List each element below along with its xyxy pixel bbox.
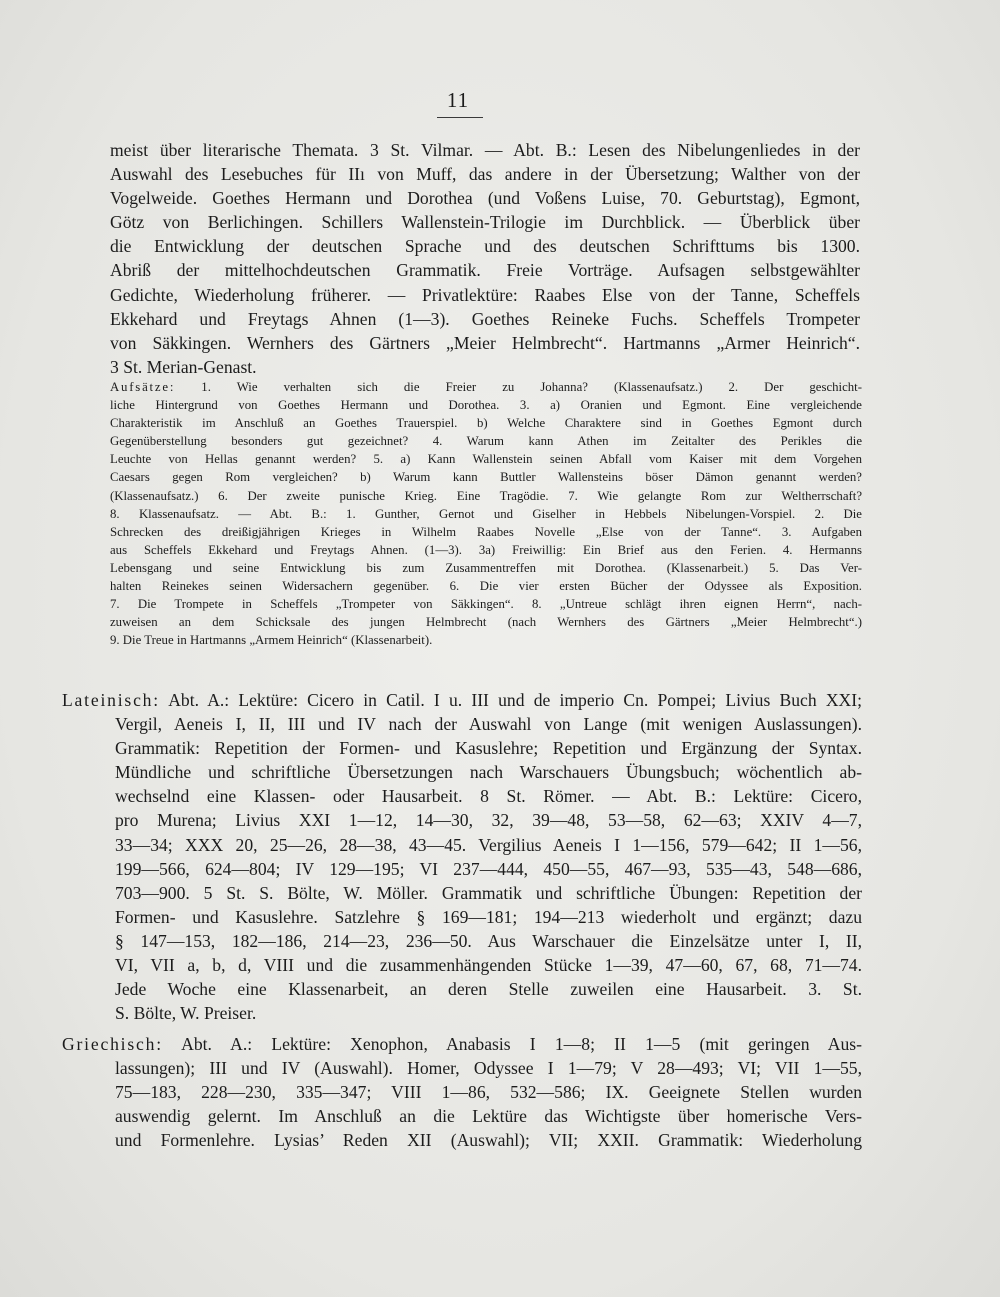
text-line: 33—34; XXX 20, 25—26, 28—38, 43—45. Vergilius Aeneis I 1—156, 579—642; II 1—56,	[115, 834, 862, 855]
text-line-content: 1. Wie verhalten sich die Freier zu Johanna? (Klassenaufsatz.) 2. Der geschicht-	[201, 380, 862, 394]
text-line: die Entwicklung der deutschen Sprache und des deutschen Schrifttums bis 1300.	[110, 236, 860, 257]
text-line: aus Scheffels Ekkehard und Freytags Ahnen. (1—3). 3a) Freiwillig: Ein Brief aus den Ferien. 4. Hermanns	[110, 542, 862, 557]
page-number: 11	[446, 88, 470, 112]
text-line: Lebensgang und seine Entwicklung bis zum Zusammentreffen mit Dorothea. (Klassenarbeit.) 5. Das Ver-	[110, 560, 862, 575]
aufsaetze-label: Aufsätze:	[110, 380, 176, 394]
text-line: 703—900. 5 St. S. Bölte, W. Möller. Grammatik und schriftliche Übungen: Repetition der	[115, 882, 862, 903]
text-line: Vergil, Aeneis I, II, III und IV nach der Auswahl von Lange (mit wenigen Auslassungen).	[115, 714, 862, 735]
text-line: Schrecken des dreißigjährigen Krieges in Wilhelm Raabes Novelle „Else von der Tanne“. 3. Aufgaben	[110, 524, 862, 539]
text-line: Götz von Berlichingen. Schillers Wallenstein-Trilogie im Durchblick. — Überblick über	[110, 212, 860, 233]
text-line: 8. Klassenaufsatz. — Abt. B.: 1. Gunther, Gernot und Giselher in Hebbels Nibelungen-Vorspiel. 2. Die	[110, 506, 862, 521]
text-line	[62, 1032, 862, 1056]
lateinisch-label: Lateinisch:	[62, 690, 160, 710]
text-line: und Formenlehre. Lysias’ Reden XII (Auswahl); VII; XXII. Grammatik: Wiederholung	[115, 1130, 862, 1151]
text-line: Gegenüberstellung besonders gut gezeichnet? 4. Warum kann Athen im Zeitalter des Perikles die	[110, 434, 862, 449]
text-line: Ekkehard und Freytags Ahnen (1—3). Goethes Reineke Fuchs. Scheffels Trompeter	[110, 308, 860, 329]
text-line	[62, 688, 862, 712]
text-line: wechselnd eine Klassen- oder Hausarbeit. 8 St. Römer. — Abt. B.: Lektüre: Cicero,	[115, 786, 862, 807]
text-line-content: Abt. A.: Lektüre: Cicero in Catil. I u. III und de imperio Cn. Pompei; Livius Buch XXI;	[168, 690, 862, 710]
text-line: Vogelweide. Goethes Hermann und Dorothea (und Voßens Luise, 70. Geburtstag), Egmont,	[110, 188, 860, 209]
text-line: 75—183, 228—230, 335—347; VIII 1—86, 532—586; IX. Geeignete Stellen wurden	[115, 1082, 862, 1103]
text-line: halten Reinekes seinen Widersachern gegenüber. 6. Die vier ersten Bücher der Odyssee als Exposition.	[110, 579, 862, 594]
text-line: 9. Die Treue in Hartmanns „Armem Heinrich“ (Klassenarbeit).	[110, 633, 433, 648]
text-line: Charakteristik im Anschluß an Goethes Trauerspiel. b) Welche Charaktere sind in Goethes Egmont durch	[110, 416, 862, 431]
lateinisch-section	[62, 688, 862, 1025]
text-line: von Säkkingen. Wernhers des Gärtners „Meier Helmbrecht“. Hartmanns „Armer Heinrich“.	[110, 332, 860, 353]
text-line: (Klassenaufsatz.) 6. Der zweite punische Krieg. Eine Tragödie. 7. Wie gelangte Rom zur Weltherrschaft?	[110, 488, 862, 503]
text-line: 7. Die Trompete in Scheffels „Trompeter von Säkkingen“. 8. „Untreue schlägt ihren eignen Herrn“, nach-	[110, 597, 862, 612]
text-line: liche Hintergrund von Goethes Hermann und Dorothea. 3. a) Oranien und Egmont. Eine vergleichende	[110, 398, 862, 413]
deutsch-paragraph	[110, 138, 860, 379]
text-line: auswendig gelernt. Im Anschluß an die Lektüre das Wichtigste über homerische Vers-	[115, 1106, 862, 1127]
text-line: Leuchte von Hellas genannt werden? 5. a) Kann Wallenstein seinen Abfall vom Kaiser mit dem Vorgehen	[110, 452, 862, 467]
griechisch-label: Griechisch:	[62, 1034, 163, 1054]
text-line: 199—566, 624—804; IV 129—195; VI 237—444, 450—55, 467—93, 535—43, 548—686,	[115, 858, 862, 879]
page-number-rule	[437, 117, 483, 118]
aufsaetze-paragraph	[110, 378, 862, 649]
text-line: zuweisen an dem Schicksale des jungen Helmbrecht (nach Wernhers des Gärtners „Meier Helmbrecht“.)	[110, 615, 862, 630]
text-line: VI, VII a, b, d, VIII und die zusammenhängenden Stücke 1—39, 47—60, 67, 68, 71—74.	[115, 955, 862, 976]
text-line: pro Murena; Livius XXI 1—12, 14—30, 32, 39—48, 53—58, 62—63; XXIV 4—7,	[115, 810, 862, 831]
griechisch-section	[62, 1032, 862, 1152]
text-line: Grammatik: Repetition der Formen- und Kasuslehre; Repetition und Ergänzung der Syntax.	[115, 738, 862, 759]
text-line: § 147—153, 182—186, 214—23, 236—50. Aus Warschauer die Einzelsätze unter I, II,	[115, 930, 862, 951]
text-line	[110, 378, 862, 396]
text-line: Gedichte, Wiederholung früherer. — Privatlektüre: Raabes Else von der Tanne, Scheffels	[110, 284, 860, 305]
text-line: S. Bölte, W. Preiser.	[115, 1003, 257, 1024]
text-line: Mündliche und schriftliche Übersetzungen nach Warschauers Übungsbuch; wöchentlich ab-	[115, 762, 862, 783]
text-line: Formen- und Kasuslehre. Satzlehre § 169—181; 194—213 wiederholt und ergänzt; dazu	[115, 906, 862, 927]
text-line: Auswahl des Lesebuches für IIı von Muff, das andere in der Übersetzung; Walther von der	[110, 164, 860, 185]
text-line: Caesars gegen Rom vergleichen? b) Warum kann Buttler Wallensteins böser Dämon genannt werden?	[110, 470, 862, 485]
text-line: Jede Woche eine Klassenarbeit, an deren Stelle zuweilen eine Hausarbeit. 3. St.	[115, 979, 862, 1000]
text-line: Abriß der mittelhochdeutschen Grammatik. Freie Vorträge. Aufsagen selbstgewählter	[110, 260, 860, 281]
text-line-content: Abt. A.: Lektüre: Xenophon, Anabasis I 1—8; II 1—5 (mit geringen Aus-	[181, 1034, 862, 1054]
text-line: lassungen); III und IV (Auswahl). Homer, Odyssee I 1—79; V 28—493; VI; VII 1—55,	[115, 1058, 862, 1079]
text-line: 3 St. Merian-Genast.	[110, 356, 257, 377]
text-line: meist über literarische Themata. 3 St. Vilmar. — Abt. B.: Lesen des Nibelungenliedes in der	[110, 140, 860, 160]
